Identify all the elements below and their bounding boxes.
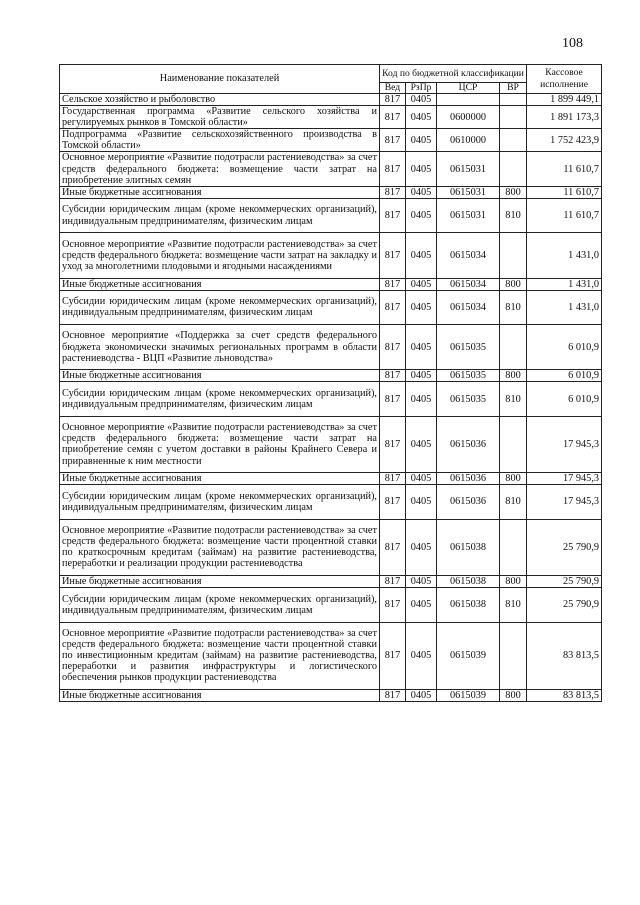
row-name-cell: Основное мероприятие «Развитие подотрасли растениеводства» за счет средств федерального бюджета: возмещение части процентной ставки по инвестиционным кредитам (займам) на развитие растениеводства, переработки и развития инфраструктуры и логистического обеспечения рынков продукции растениеводства bbox=[60, 622, 380, 690]
row-rzpr-cell: 0405 bbox=[406, 622, 437, 690]
row-rzpr-cell: 0405 bbox=[406, 198, 437, 232]
row-csr-cell: 0615034 bbox=[437, 290, 500, 324]
table-row bbox=[60, 94, 602, 106]
row-csr-cell: 0615035 bbox=[437, 382, 500, 416]
table-row bbox=[60, 186, 602, 198]
row-amount-cell: 25 790,9 bbox=[527, 588, 602, 622]
row-rzpr-cell: 0405 bbox=[406, 473, 437, 485]
row-amount-cell: 6 010,9 bbox=[527, 370, 602, 382]
row-vr-cell bbox=[500, 129, 527, 152]
row-name-cell: Основное мероприятие «Развитие подотрасли растениеводства» за счет средств федерального бюджета: возмещение части затрат на приобретение семян с учетом доставки в районы Крайнего Севера и приравненные к ним местности bbox=[60, 416, 380, 473]
row-rzpr-cell: 0405 bbox=[406, 382, 437, 416]
row-vr-cell bbox=[500, 152, 527, 186]
row-ved-cell: 817 bbox=[380, 106, 406, 129]
table-row bbox=[60, 588, 602, 622]
row-ved-cell: 817 bbox=[380, 129, 406, 152]
row-amount-cell: 83 813,5 bbox=[527, 690, 602, 702]
row-vr-cell bbox=[500, 416, 527, 473]
row-ved-cell: 817 bbox=[380, 278, 406, 290]
row-rzpr-cell: 0405 bbox=[406, 129, 437, 152]
row-name-cell: Субсидии юридическим лицам (кроме некоммерческих организаций), индивидуальным предпринимателям, физическим лицам bbox=[60, 382, 380, 416]
table-row bbox=[60, 690, 602, 702]
row-amount-cell: 17 945,3 bbox=[527, 485, 602, 519]
row-vr-cell: 800 bbox=[500, 278, 527, 290]
row-vr-cell bbox=[500, 519, 527, 576]
row-name-cell: Основное мероприятие «Развитие подотрасли растениеводства» за счет средств федерального бюджета: возмещение части затрат на закладку и уход за многолетними плодовыми и ягодными насаждениями bbox=[60, 233, 380, 278]
row-name-cell: Основное мероприятие «Поддержка за счет средств федерального бюджета экономически значимых региональных программ в области растениеводства - ВЦП «Развитие льноводства» bbox=[60, 324, 380, 369]
header-vr: ВР bbox=[500, 83, 527, 94]
table-row bbox=[60, 324, 602, 369]
row-vr-cell: 800 bbox=[500, 186, 527, 198]
row-vr-cell: 810 bbox=[500, 485, 527, 519]
table-row bbox=[60, 278, 602, 290]
row-name-cell: Субсидии юридическим лицам (кроме некоммерческих организаций), индивидуальным предпринимателям, физическим лицам bbox=[60, 485, 380, 519]
row-rzpr-cell: 0405 bbox=[406, 690, 437, 702]
row-amount-cell: 1 431,0 bbox=[527, 290, 602, 324]
row-amount-cell: 1 431,0 bbox=[527, 278, 602, 290]
table-body bbox=[60, 94, 602, 702]
row-csr-cell: 0615031 bbox=[437, 186, 500, 198]
row-rzpr-cell: 0405 bbox=[406, 152, 437, 186]
table-row bbox=[60, 129, 602, 152]
row-rzpr-cell: 0405 bbox=[406, 588, 437, 622]
row-vr-cell bbox=[500, 233, 527, 278]
row-csr-cell: 0615035 bbox=[437, 324, 500, 369]
row-rzpr-cell: 0405 bbox=[406, 94, 437, 106]
row-rzpr-cell: 0405 bbox=[406, 485, 437, 519]
row-name-cell: Иные бюджетные ассигнования bbox=[60, 473, 380, 485]
row-csr-cell: 0615035 bbox=[437, 370, 500, 382]
row-name-cell: Субсидии юридическим лицам (кроме некоммерческих организаций), индивидуальным предпринимателям, физическим лицам bbox=[60, 198, 380, 232]
row-rzpr-cell: 0405 bbox=[406, 290, 437, 324]
row-ved-cell: 817 bbox=[380, 94, 406, 106]
row-vr-cell: 800 bbox=[500, 370, 527, 382]
row-name-cell: Иные бюджетные ассигнования bbox=[60, 278, 380, 290]
row-amount-cell: 1 752 423,9 bbox=[527, 129, 602, 152]
row-amount-cell: 6 010,9 bbox=[527, 324, 602, 369]
row-ved-cell: 817 bbox=[380, 416, 406, 473]
row-csr-cell: 0615038 bbox=[437, 576, 500, 588]
header-name: Наименование показателей bbox=[60, 65, 380, 94]
row-name-cell: Иные бюджетные ассигнования bbox=[60, 186, 380, 198]
row-ved-cell: 817 bbox=[380, 576, 406, 588]
row-csr-cell: 0615034 bbox=[437, 233, 500, 278]
table-row bbox=[60, 576, 602, 588]
row-amount-cell: 1 431,0 bbox=[527, 233, 602, 278]
row-vr-cell: 800 bbox=[500, 690, 527, 702]
row-rzpr-cell: 0405 bbox=[406, 186, 437, 198]
row-vr-cell: 810 bbox=[500, 290, 527, 324]
row-rzpr-cell: 0405 bbox=[406, 519, 437, 576]
row-rzpr-cell: 0405 bbox=[406, 370, 437, 382]
row-amount-cell: 11 610,7 bbox=[527, 186, 602, 198]
row-csr-cell: 0615031 bbox=[437, 152, 500, 186]
row-vr-cell bbox=[500, 106, 527, 129]
header-ved: Вед bbox=[380, 83, 406, 94]
header-code-group: Код по бюджетной классификации bbox=[380, 65, 527, 83]
header-csr: ЦСР bbox=[437, 83, 500, 94]
row-csr-cell: 0610000 bbox=[437, 129, 500, 152]
table-row bbox=[60, 485, 602, 519]
row-name-cell: Иные бюджетные ассигнования bbox=[60, 370, 380, 382]
row-rzpr-cell: 0405 bbox=[406, 233, 437, 278]
row-vr-cell: 800 bbox=[500, 576, 527, 588]
table-row bbox=[60, 106, 602, 129]
row-amount-cell: 17 945,3 bbox=[527, 416, 602, 473]
table-row bbox=[60, 473, 602, 485]
row-vr-cell bbox=[500, 94, 527, 106]
header-cash: Кассовое исполнение bbox=[527, 65, 602, 94]
row-rzpr-cell: 0405 bbox=[406, 324, 437, 369]
row-ved-cell: 817 bbox=[380, 473, 406, 485]
row-ved-cell: 817 bbox=[380, 382, 406, 416]
row-rzpr-cell: 0405 bbox=[406, 416, 437, 473]
row-rzpr-cell: 0405 bbox=[406, 576, 437, 588]
row-name-cell: Субсидии юридическим лицам (кроме некоммерческих организаций), индивидуальным предпринимателям, физическим лицам bbox=[60, 588, 380, 622]
table-row bbox=[60, 416, 602, 473]
row-vr-cell: 810 bbox=[500, 588, 527, 622]
table-header bbox=[60, 65, 602, 94]
row-ved-cell: 817 bbox=[380, 186, 406, 198]
table-row bbox=[60, 370, 602, 382]
table-row bbox=[60, 519, 602, 576]
row-ved-cell: 817 bbox=[380, 519, 406, 576]
row-csr-cell: 0615038 bbox=[437, 519, 500, 576]
row-ved-cell: 817 bbox=[380, 290, 406, 324]
row-csr-cell: 0615036 bbox=[437, 416, 500, 473]
row-vr-cell: 800 bbox=[500, 473, 527, 485]
row-amount-cell: 17 945,3 bbox=[527, 473, 602, 485]
row-name-cell: Государственная программа «Развитие сельского хозяйства и регулируемых рынков в Томской области» bbox=[60, 106, 380, 129]
row-amount-cell: 1 891 173,3 bbox=[527, 106, 602, 129]
row-csr-cell: 0615039 bbox=[437, 622, 500, 690]
row-name-cell: Сельское хозяйство и рыболовство bbox=[60, 94, 380, 106]
table-row bbox=[60, 198, 602, 232]
row-csr-cell: 0615038 bbox=[437, 588, 500, 622]
row-ved-cell: 817 bbox=[380, 622, 406, 690]
row-amount-cell: 6 010,9 bbox=[527, 382, 602, 416]
table-row bbox=[60, 290, 602, 324]
row-csr-cell: 0615031 bbox=[437, 198, 500, 232]
row-amount-cell: 25 790,9 bbox=[527, 576, 602, 588]
page-number: 108 bbox=[562, 36, 583, 51]
row-ved-cell: 817 bbox=[380, 152, 406, 186]
row-amount-cell: 25 790,9 bbox=[527, 519, 602, 576]
table-row bbox=[60, 382, 602, 416]
row-name-cell: Подпрограмма «Развитие сельскохозяйственного производства в Томской области» bbox=[60, 129, 380, 152]
table-row bbox=[60, 622, 602, 690]
row-rzpr-cell: 0405 bbox=[406, 106, 437, 129]
row-amount-cell: 11 610,7 bbox=[527, 198, 602, 232]
row-ved-cell: 817 bbox=[380, 198, 406, 232]
row-ved-cell: 817 bbox=[380, 233, 406, 278]
row-vr-cell: 810 bbox=[500, 382, 527, 416]
row-name-cell: Субсидии юридическим лицам (кроме некоммерческих организаций), индивидуальным предпринимателям, физическим лицам bbox=[60, 290, 380, 324]
row-rzpr-cell: 0405 bbox=[406, 278, 437, 290]
row-name-cell: Основное мероприятие «Развитие подотрасли растениеводства» за счет средств федерального бюджета: возмещение части процентной ставки по краткосрочным кредитам (займам) на развитие растениеводства, переработки и реализации продукции растениеводства bbox=[60, 519, 380, 576]
row-csr-cell: 0600000 bbox=[437, 106, 500, 129]
row-csr-cell: 0615039 bbox=[437, 690, 500, 702]
row-vr-cell: 810 bbox=[500, 198, 527, 232]
row-ved-cell: 817 bbox=[380, 588, 406, 622]
row-ved-cell: 817 bbox=[380, 370, 406, 382]
row-ved-cell: 817 bbox=[380, 324, 406, 369]
row-csr-cell: 0615036 bbox=[437, 485, 500, 519]
header-rzpr: РзПр bbox=[406, 83, 437, 94]
row-vr-cell bbox=[500, 324, 527, 369]
row-ved-cell: 817 bbox=[380, 485, 406, 519]
row-amount-cell: 1 899 449,1 bbox=[527, 94, 602, 106]
row-amount-cell: 11 610,7 bbox=[527, 152, 602, 186]
row-csr-cell: 0615036 bbox=[437, 473, 500, 485]
row-vr-cell bbox=[500, 622, 527, 690]
row-csr-cell bbox=[437, 94, 500, 106]
row-csr-cell: 0615034 bbox=[437, 278, 500, 290]
row-name-cell: Основное мероприятие «Развитие подотрасли растениеводства» за счет средств федерального бюджета: возмещение части затрат на приобретение элитных семян bbox=[60, 152, 380, 186]
row-name-cell: Иные бюджетные ассигнования bbox=[60, 690, 380, 702]
row-name-cell: Иные бюджетные ассигнования bbox=[60, 576, 380, 588]
table-row bbox=[60, 233, 602, 278]
budget-table bbox=[59, 64, 602, 702]
table-row bbox=[60, 152, 602, 186]
row-amount-cell: 83 813,5 bbox=[527, 622, 602, 690]
row-ved-cell: 817 bbox=[380, 690, 406, 702]
